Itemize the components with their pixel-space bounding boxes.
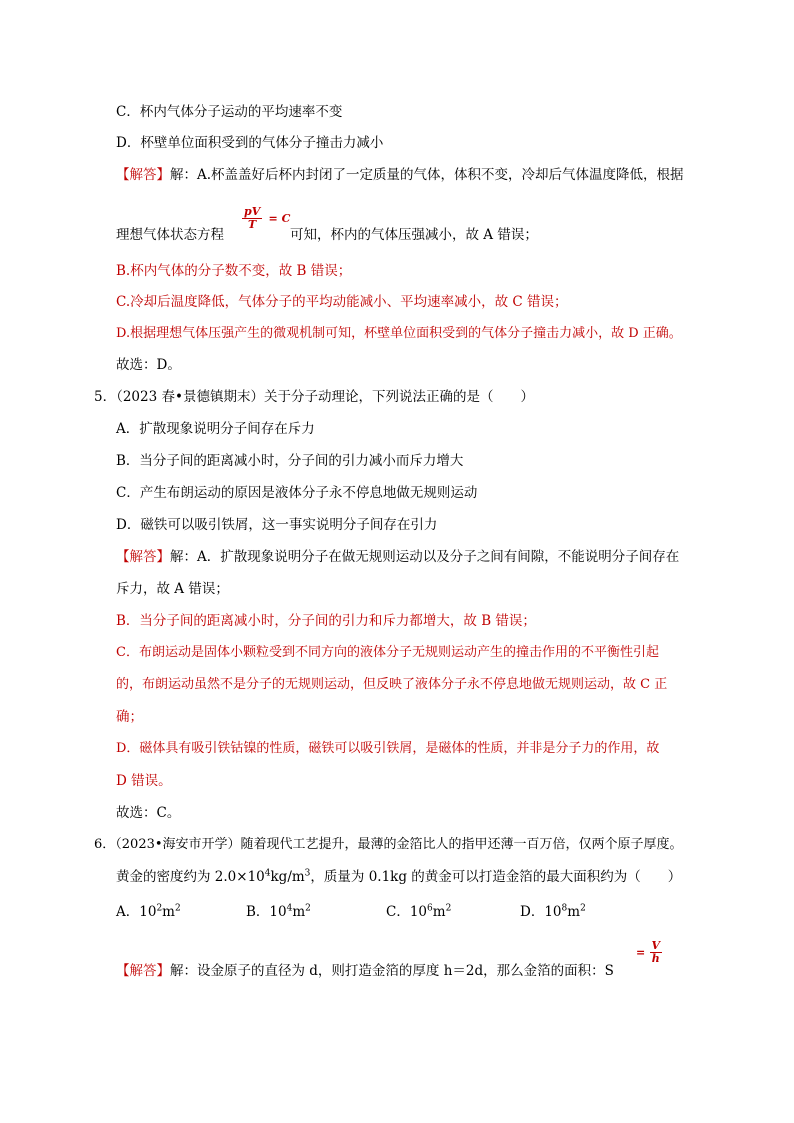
q5-answer-line6: 确； — [116, 709, 143, 725]
q5-answer-line3: B．当分子间的距离减小时，分子间的引力和斥力都增大，故 B 错误； — [116, 613, 536, 629]
answer-tag: 【解答】 — [116, 167, 170, 183]
formula-numerator: pV — [244, 205, 261, 218]
q4-answer-line5: D.根据理想气体压强产生的微观机制可知，杯壁单位面积受到的气体分子撞击力减小，故 D 正确。 — [116, 326, 682, 341]
q6-option-b: B．$10^4m^2$ — [246, 903, 311, 920]
formula-numerator: V — [651, 939, 661, 952]
q5-option-b: B．当分子间的距离减小时，分子间的引力减小而斥力增大 — [116, 453, 464, 469]
q6-formula — [636, 940, 662, 965]
q6-option-d: D．$10^8m^2$ — [520, 903, 586, 920]
q5-answer-line5: 的，布朗运动虽然不是分子的无规则运动，但反映了液体分子永不停息地做无规则运动，故 C 正 — [116, 677, 668, 692]
exponent: 4 — [264, 868, 271, 879]
q5-answer-line7: D．磁体具有吸引铁钴镍的性质，磁铁可以吸引铁屑，是磁体的性质，并非是分子力的作用，故 — [116, 741, 660, 756]
q5-option-d: D．磁铁可以吸引铁屑，这一事实说明分子间存在引力 — [116, 517, 438, 533]
q6-option-a: A．$10^2m^2$ — [116, 903, 181, 920]
answer-tag: 【解答】 — [116, 549, 170, 565]
q5-option-c: C．产生布朗运动的原因是液体分子永不停息地做无规则运动 — [116, 485, 478, 501]
formula-fraction — [242, 206, 262, 231]
q6-answer-line1 — [116, 962, 614, 980]
q4-option-c: C．杯内气体分子运动的平均速率不变 — [116, 104, 343, 120]
q4-answer-line1 — [116, 166, 684, 184]
q6-stem-line2 — [116, 868, 681, 886]
answer-text: 理想气体状态方程 — [116, 227, 224, 243]
q5-answer-line4: C．布朗运动是固体小颗粒受到不同方向的液体分子无规则运动产生的撞击作用的不平衡性引起 — [116, 645, 659, 660]
q4-formula — [242, 206, 290, 231]
answer-text: 解：A．扩散现象说明分子在做无规则运动以及分子之间有间隙，不能说明分子间存在 — [170, 549, 680, 565]
exponent: 3 — [304, 868, 311, 879]
stem-text: ，质量为 0.1kg 的黄金可以打造金箔的最大面积约为（ ） — [310, 869, 682, 885]
answer-text: 解：设金原子的直径为 d，则打造金箔的厚度 h＝2d，那么金箔的面积：S — [170, 963, 614, 979]
formula-denominator: T — [248, 218, 257, 231]
formula-rhs: = C — [268, 212, 291, 225]
q4-answer-line6: 故选：D。 — [116, 357, 181, 373]
q4-answer-line4: C.冷却后温度降低，气体分子的平均动能减小、平均速率减小，故 C 错误； — [116, 294, 568, 310]
q4-answer-line2b — [290, 226, 538, 244]
formula-denominator: h — [651, 952, 660, 965]
q5-answer-line9: 故选：C。 — [116, 805, 181, 821]
q4-answer-line3: B.杯内气体的分子数不变，故 B 错误； — [116, 263, 352, 279]
formula-fraction — [650, 940, 663, 965]
q5-stem: 5．（2023 春•景德镇期末）关于分子动理论，下列说法正确的是（ ） — [94, 389, 534, 405]
q5-answer-line1 — [116, 548, 679, 566]
q5-answer-line8: D 错误。 — [116, 773, 172, 789]
answer-text: 可知，杯内的气体压强减小，故 A 错误； — [290, 227, 538, 243]
answer-tag: 【解答】 — [116, 963, 170, 979]
q4-option-d: D．杯壁单位面积受到的气体分子撞击力减小 — [116, 135, 384, 151]
q6-stem-line1: 6．（2023•海安市开学）随着现代工艺提升，最薄的金箔比人的指甲还薄一百万倍，仅两个原子厚度。 — [94, 837, 683, 852]
q5-option-a: A．扩散现象说明分子间存在斥力 — [116, 421, 315, 437]
q5-answer-line2: 斥力，故 A 错误； — [116, 581, 229, 597]
answer-text: 解：A.杯盖盖好后杯内封闭了一定质量的气体，体积不变，冷却后气体温度降低，根据 — [170, 167, 684, 183]
q4-answer-line2 — [116, 226, 224, 244]
q6-option-c: C．$10^6m^2$ — [386, 903, 452, 920]
stem-text: 黄金的密度约为 2.0×10 — [116, 869, 265, 885]
formula-equals: = — [636, 946, 646, 959]
stem-text: kg/m — [270, 869, 305, 885]
